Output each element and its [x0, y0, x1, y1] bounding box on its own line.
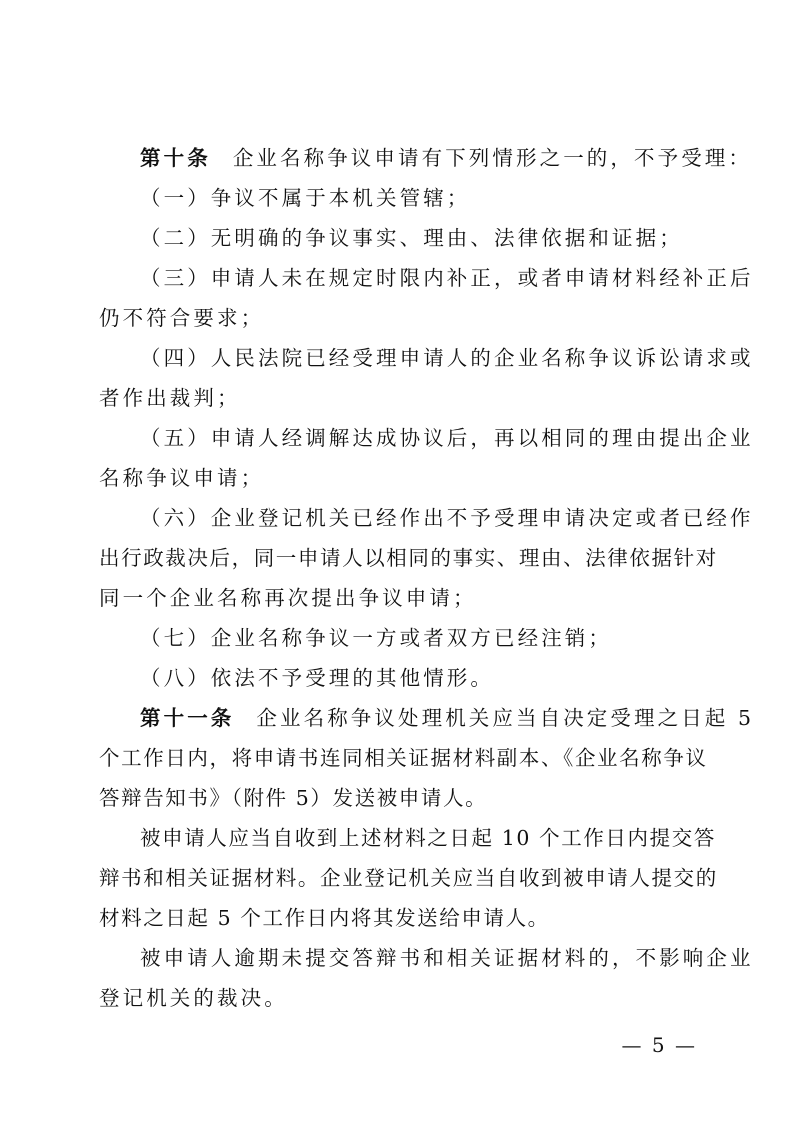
article-10-item-4-line-1: （四）人民法院已经受理申请人的企业名称争议诉讼请求或 — [140, 346, 754, 370]
page-number: — 5 — — [621, 1033, 697, 1057]
article-10-item-3-line-2: 仍不符合要求； — [99, 306, 265, 330]
article-11-para-3-line-2: 登记机关的裁决。 — [99, 986, 288, 1010]
article-10-item-3-line-1: （三）申请人未在规定时限内补正，或者申请材料经补正后 — [140, 266, 754, 290]
article-10-item-6-line-1: （六）企业登记机关已经作出不予受理申请决定或者已经作 — [140, 506, 754, 530]
article-10-item-1: （一）争议不属于本机关管辖； — [140, 186, 471, 210]
article-10-item-2: （二）无明确的争议事实、理由、法律依据和证据； — [140, 226, 683, 250]
article-10-item-5-line-1: （五）申请人经调解达成协议后，再以相同的理由提出企业 — [140, 426, 754, 450]
article-11-para-1-line-2: 个工作日内，将申请书连同相关证据材料副本、《企业名称争议 — [99, 746, 708, 770]
article-10-item-6-line-2: 出行政裁决后，同一申请人以相同的事实、理由、法律依据针对 — [99, 546, 718, 570]
article-10-item-8: （八）依法不予受理的其他情形。 — [140, 666, 494, 690]
article-10-item-4-line-2: 者作出裁判； — [99, 386, 241, 410]
article-10-item-5-line-2: 名称争议申请； — [99, 466, 265, 490]
article-10-heading-line — [140, 138, 753, 178]
article-10-item-6-line-3: 同一个企业名称再次提出争议申请； — [99, 586, 477, 610]
article-11-para-2-line-3: 材料之日起 5 个工作日内将其发送给申请人。 — [99, 906, 550, 930]
article-11-para-3-line-1: 被申请人逾期未提交答辩书和相关证据材料的，不影响企业 — [140, 946, 754, 970]
article-10-heading: 第十条 — [140, 146, 211, 170]
article-11-heading-line — [140, 698, 755, 738]
article-10-intro: 企业名称争议申请有下列情形之一的，不予受理： — [232, 146, 753, 170]
article-11-para-1-line-1: 企业名称争议处理机关应当自决定受理之日起 5 — [256, 706, 755, 730]
article-11-para-1-line-3: 答辩告知书》（附件 5）发送被申请人。 — [99, 786, 488, 810]
article-10-item-7: （七）企业名称争议一方或者双方已经注销； — [140, 626, 612, 650]
article-11-para-2-line-1: 被申请人应当自收到上述材料之日起 10 个工作日内提交答 — [140, 826, 716, 850]
article-11-para-2-line-2: 辩书和相关证据材料。企业登记机关应当自收到被申请人提交的 — [99, 866, 718, 890]
article-11-heading: 第十一条 — [140, 706, 235, 730]
